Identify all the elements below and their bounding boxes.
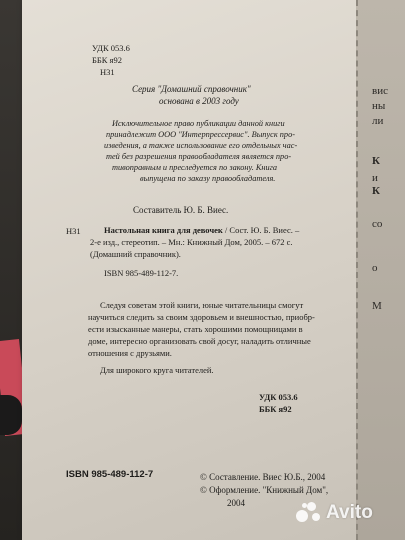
entry-code: Н31 <box>66 226 81 236</box>
isbn-bottom: ISBN 985-489-112-7 <box>66 469 154 480</box>
annotation-line-2: научиться следить за своим здоровьем и внешностью, приобр- <box>88 312 315 322</box>
rights-line-3: изведения, а также использование его отдельных час- <box>104 141 298 150</box>
rights-line-2: принадлежит ООО "Интерпрессервис". Выпуск про- <box>106 130 295 139</box>
annotation-line-3: ести изысканные манеры, стать хорошими помощницами в <box>88 324 303 334</box>
entry-line-3: (Домашний справочник). <box>90 249 181 259</box>
annotation-line-1: Следуя советам этой книги, юные читательницы смогут <box>100 300 304 310</box>
right-fragment: К <box>372 185 380 197</box>
bbk-bottom: ББК я92 <box>259 404 292 414</box>
copyright-2-year: 2004 <box>227 498 245 508</box>
code-top: Н31 <box>100 67 115 77</box>
bbk-top: ББК я92 <box>92 55 122 65</box>
right-fragment: со <box>372 218 383 230</box>
right-fragment: ли <box>372 115 384 127</box>
annotation-line-5: отношения с друзьями. <box>88 348 172 358</box>
entry-title: Настольная книга для девочек <box>104 225 223 235</box>
isbn-entry: ISBN 985-489-112-7. <box>104 268 179 278</box>
entry-line-1-rest: / Сост. Ю. Б. Виес. – <box>222 225 300 235</box>
rights-line-4: тей без разрешения правообладателя является про- <box>106 152 292 161</box>
rights-line-1: Исключительное право публикации данной книги <box>112 119 285 128</box>
dark-object <box>0 395 22 435</box>
copyright-2: © Оформление. "Книжный Дом", <box>200 485 329 495</box>
avito-logo-icon <box>296 502 322 524</box>
series-line-1: Серия "Домашний справочник" <box>132 84 251 94</box>
right-fragment: о <box>372 262 378 274</box>
right-fragment: ны <box>372 100 386 112</box>
entry-line-2: 2-е изд., стереотип. – Мн.: Книжный Дом, 2005. – 672 с. <box>90 237 293 247</box>
next-page-edge <box>356 0 405 540</box>
rights-line-5: тивоправным и преследуется по закону. Книга <box>112 163 278 172</box>
annotation-line-4: доме, интересно организовать свой досуг, наладить отличные <box>88 336 311 346</box>
avito-watermark <box>296 502 373 524</box>
right-fragment: М <box>372 300 382 312</box>
right-fragment: К <box>372 155 380 167</box>
series-line-2: основана в 2003 году <box>159 96 239 106</box>
avito-wordmark: Avito <box>326 502 373 523</box>
copyright-1: © Составление. Виес Ю.Б., 2004 <box>200 472 326 482</box>
rights-line-6: выпущена по заказу правообладателя. <box>140 174 276 183</box>
udk-bottom: УДК 053.6 <box>259 392 298 402</box>
entry-line-1 <box>104 225 299 235</box>
audience-line: Для широкого круга читателей. <box>100 365 214 375</box>
udk-top: УДК 053.6 <box>92 43 130 53</box>
right-fragment: вис <box>372 85 388 97</box>
compiler-line: Составитель Ю. Б. Виес. <box>133 205 229 215</box>
right-fragment: и <box>372 172 378 184</box>
book-page <box>22 0 362 540</box>
